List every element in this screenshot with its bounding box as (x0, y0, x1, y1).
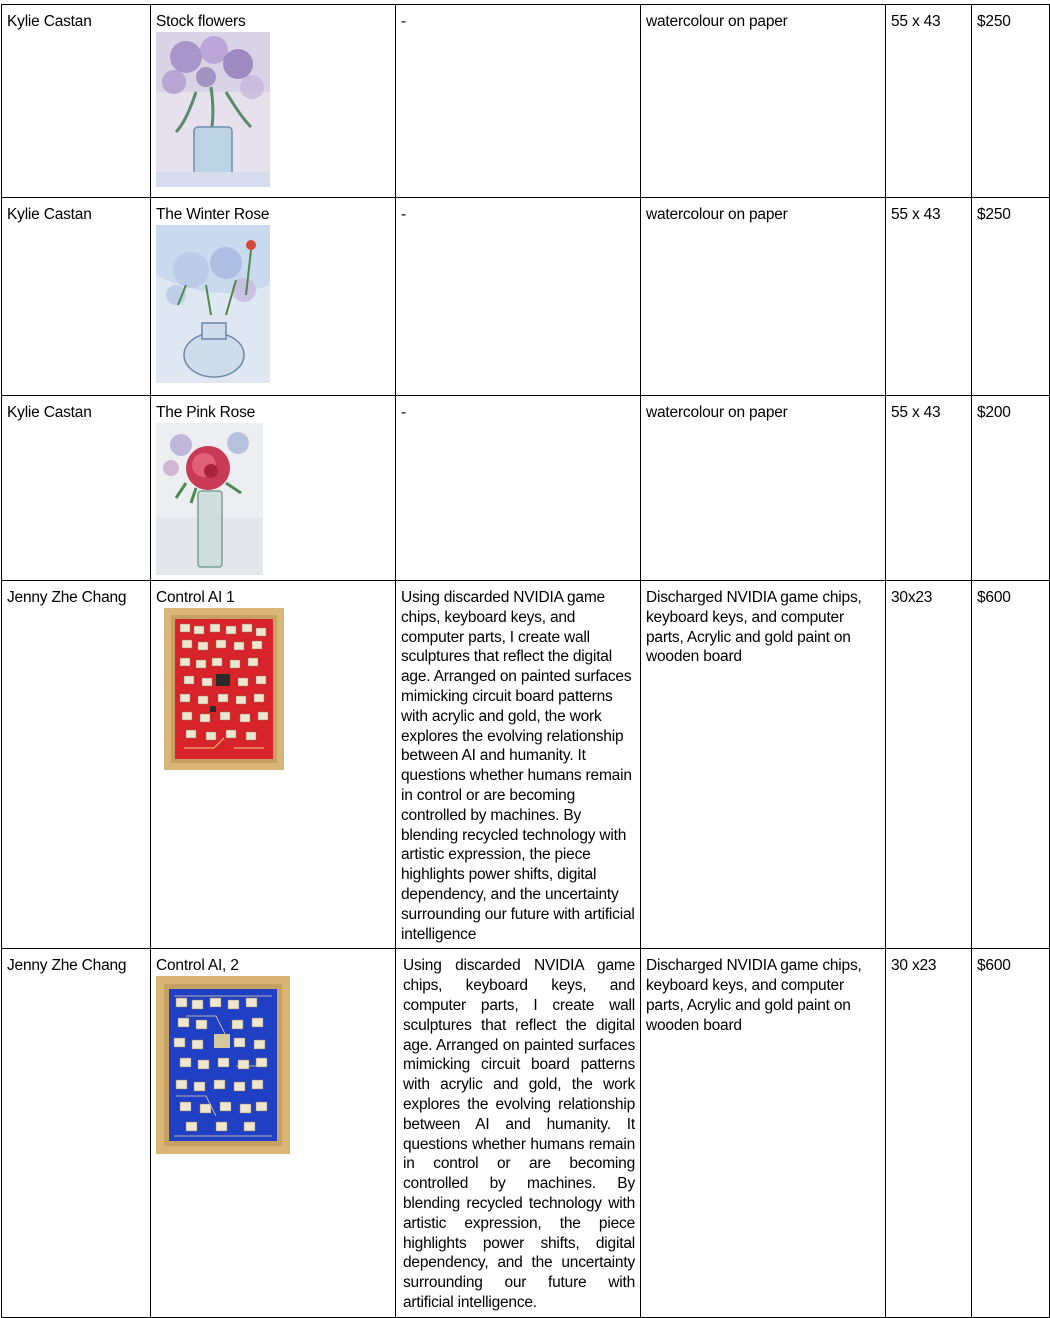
medium-cell: watercolour on paper (641, 396, 886, 581)
price-cell: $200 (972, 396, 1050, 581)
title-cell (151, 396, 396, 581)
artist-cell: Kylie Castan (2, 198, 151, 396)
title-cell (151, 949, 396, 1317)
table-row (2, 949, 1050, 1317)
artist-cell: Jenny Zhe Chang (2, 949, 151, 1317)
artwork-title: The Pink Rose (156, 404, 256, 421)
medium-cell: Discharged NVIDIA game chips, keyboard keys, and computer parts, Acrylic and gold paint on wooden board (641, 949, 886, 1317)
medium-cell: watercolour on paper (641, 5, 886, 198)
price-cell: $250 (972, 198, 1050, 396)
title-cell (151, 581, 396, 949)
artwork-title: The Winter Rose (156, 206, 270, 223)
price-cell: $600 (972, 581, 1050, 949)
medium-cell: Discharged NVIDIA game chips, keyboard keys, and computer parts, Acrylic and gold paint on wooden board (641, 581, 886, 949)
title-cell (151, 198, 396, 396)
artwork-title: Control AI, 2 (156, 957, 239, 975)
size-cell: 55 x 43 (886, 396, 972, 581)
artwork-image-pink-rose (156, 423, 263, 575)
size-cell: 55 x 43 (886, 5, 972, 198)
price-cell: $250 (972, 5, 1050, 198)
description-cell: Using discarded NVIDIA game chips, keyboard keys, and computer parts, I create wall sculptures that reflect the digital age. Arranged on painted surfaces mimicking circuit board patterns with acrylic and gold, the work explores the evolving relationship between AI and humanity. It questions whether humans remain in control or are becoming controlled by machines. By blending recycled technology with artistic expression, the piece highlights power shifts, digital dependency, and the uncertainty surrounding our future with artificial intelligence. (396, 949, 641, 1317)
artwork-image-winter-rose (156, 225, 270, 383)
title-cell (151, 5, 396, 198)
price-cell: $600 (972, 949, 1050, 1317)
artist-cell: Jenny Zhe Chang (2, 581, 151, 949)
artwork-title: Control AI 1 (156, 589, 235, 606)
artwork-title: Stock flowers (156, 13, 246, 30)
table-row (2, 5, 1050, 198)
table-row (2, 581, 1050, 949)
table-row (2, 396, 1050, 581)
size-cell: 30x23 (886, 581, 972, 949)
description-cell: - (396, 5, 641, 198)
table-row (2, 198, 1050, 396)
artwork-image-stock-flowers (156, 32, 270, 187)
description-cell: Using discarded NVIDIA game chips, keyboard keys, and computer parts, I create wall sculptures that reflect the digital age. Arranged on painted surfaces mimicking circuit board patterns with acrylic and gold, the work explores the evolving relationship between AI and humanity. It questions whether humans remain in control or are becoming controlled by machines. By blending recycled technology with artistic expression, the piece highlights power shifts, digital dependency, and the uncertainty surrounding our future with artificial intelligence (396, 581, 641, 949)
description-cell: - (396, 198, 641, 396)
artist-cell: Kylie Castan (2, 396, 151, 581)
artist-cell: Kylie Castan (2, 5, 151, 198)
size-cell: 30 x23 (886, 949, 972, 1317)
artwork-image-control-ai-1 (164, 608, 284, 770)
description-cell: - (396, 396, 641, 581)
artwork-catalog-table (1, 4, 1050, 1318)
size-cell: 55 x 43 (886, 198, 972, 396)
artwork-image-control-ai-2 (156, 976, 290, 1154)
medium-cell: watercolour on paper (641, 198, 886, 396)
